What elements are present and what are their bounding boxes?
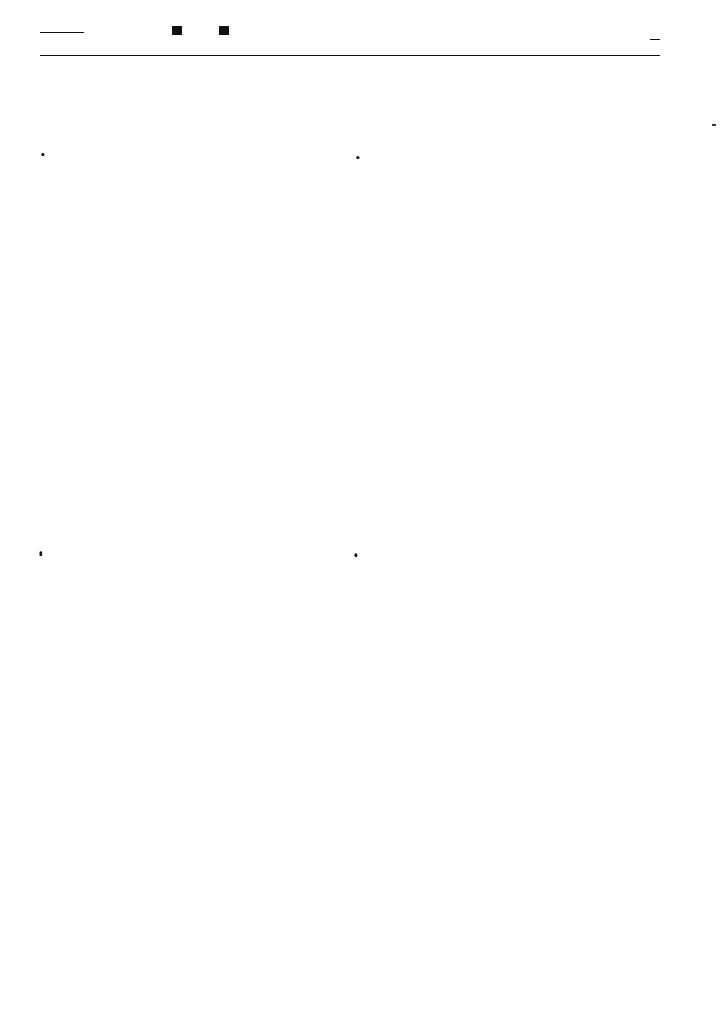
block-mark-icon (172, 26, 182, 35)
block-mark-icon (219, 26, 229, 35)
header-rule (40, 55, 660, 56)
header-right-dash (650, 39, 660, 40)
header-line (40, 25, 255, 39)
edge-mark (712, 124, 716, 126)
features-left-list (39, 547, 339, 549)
